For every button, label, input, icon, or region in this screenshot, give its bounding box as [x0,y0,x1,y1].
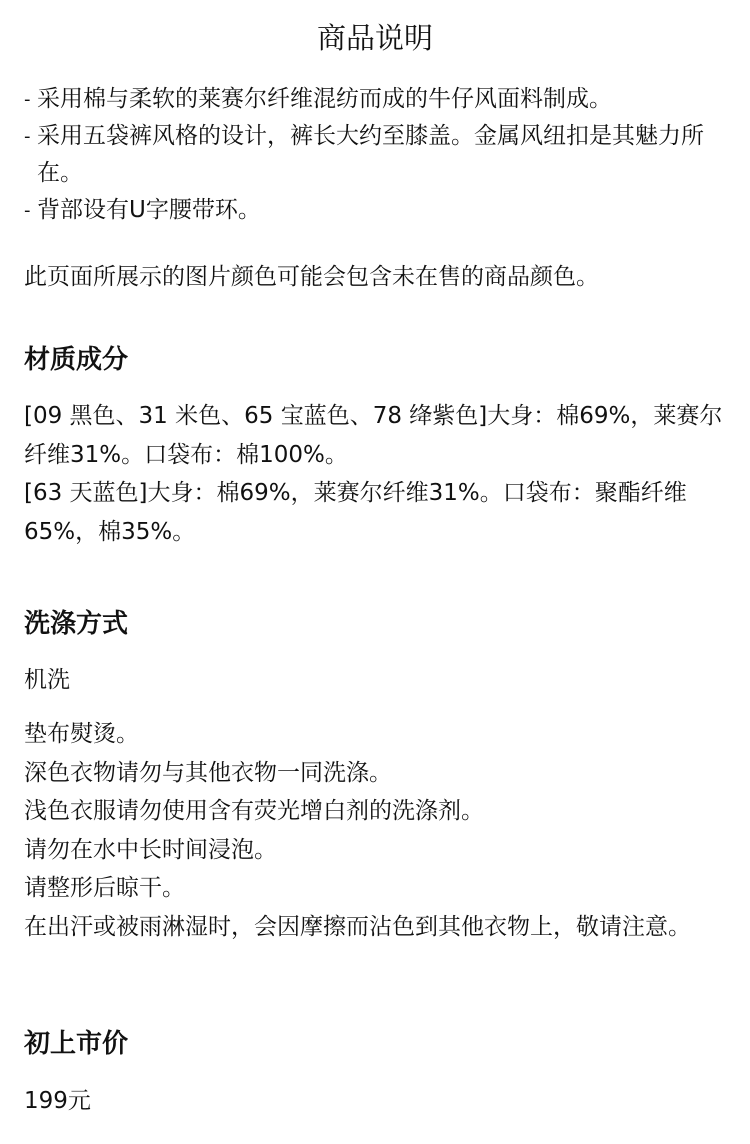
price-block [24,1082,730,1121]
material-line: [63 天蓝色]大身：棉69%，莱赛尔纤维31%。口袋布：聚酯纤维65%，棉35%。 [24,480,687,545]
feature-list [24,81,730,229]
washing-method-text: 机洗 [24,667,70,693]
material-composition [24,397,730,551]
washing-note: 深色衣物请勿与其他衣物一同洗涤。 [24,759,392,786]
feature-text: 采用五袋裤风格的设计，裤长大约至膝盖。金属风纽扣是其魅力所在。 [37,123,704,186]
feature-text: 采用棉与柔软的莱赛尔纤维混纺而成的牛仔风面料制成。 [37,86,612,112]
feature-item [24,81,730,118]
washing-note: 垫布熨烫。 [24,721,139,747]
washing-note: 请整形后晾干。 [24,875,185,901]
washing-note: 浅色衣服请勿使用含有荧光增白剂的洗涤剂。 [24,798,484,824]
price-value: 199元 [24,1088,91,1114]
feature-item [24,118,730,192]
feature-item [24,192,730,229]
page-title: 商品说明 [316,21,433,55]
color-notice: 此页面所展示的图片颜色可能会包含未在售的商品颜色。 [24,264,599,290]
bullet-marker: - [24,200,31,221]
washing-note: 在出汗或被雨淋湿时，会因摩擦而沾色到其他衣物上，敬请注意。 [24,913,691,940]
price-heading: 初上市价 [24,1029,129,1059]
washing-note: 请勿在水中长时间浸泡。 [24,836,277,863]
material-line: [09 黑色、31 米色、65 宝蓝色、78 绛紫色]大身：棉69%，莱赛尔纤维31%。口袋布：棉100%。 [24,403,723,468]
washing-heading: 洗涤方式 [24,609,129,639]
bullet-marker: - [24,126,31,147]
bullet-marker: - [24,89,31,110]
washing-method [24,661,730,700]
material-heading: 材质成分 [24,345,129,375]
feature-text: 背部设有U字腰带环。 [37,197,261,223]
washing-notes [24,715,730,946]
